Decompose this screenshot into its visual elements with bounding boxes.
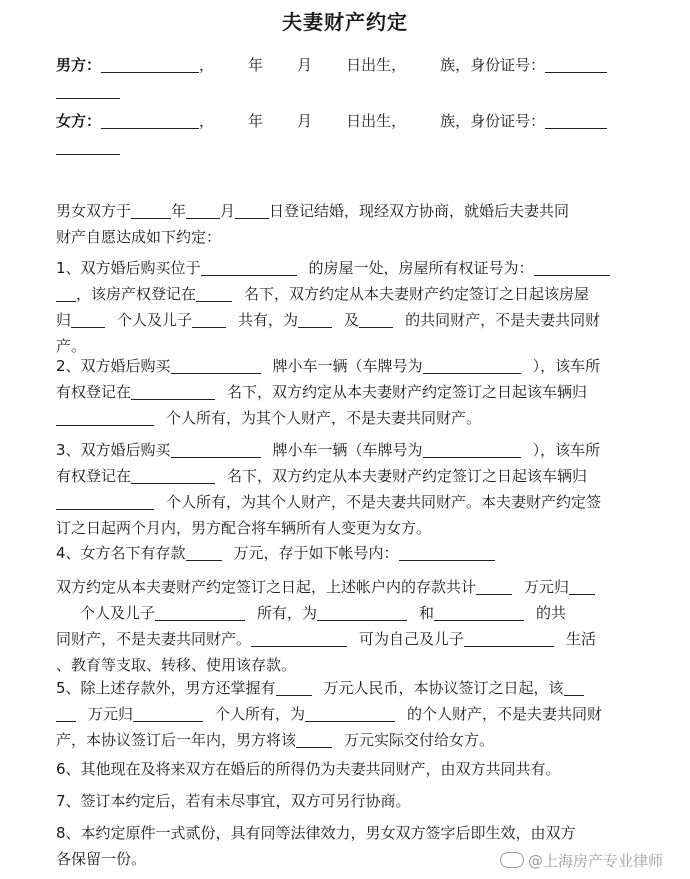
text: 1、双方婚后购买位于 — [56, 259, 201, 277]
text: 年 — [171, 202, 187, 220]
u — [476, 578, 512, 595]
text: ，该房产权登记在 — [76, 285, 197, 303]
text: 万元实际交付给女方。 — [344, 731, 495, 749]
text: 有权登记在 — [56, 383, 132, 401]
text: 万元归 — [524, 578, 570, 596]
text: 个人所有，为其个人财产，不是夫妻共同财产。 — [166, 409, 482, 427]
intro-paragraph — [56, 198, 646, 250]
text: 的个人财产，不是夫妻共同财 — [407, 705, 603, 723]
text: 万元归 — [88, 705, 134, 723]
text: 共有，为 — [238, 311, 299, 329]
u — [131, 383, 215, 400]
wife-label: 女方： — [56, 112, 102, 130]
u — [534, 259, 610, 276]
text: ），该车所 — [532, 357, 601, 375]
u — [56, 285, 76, 302]
text: 族，身份证号： — [440, 56, 546, 74]
text: 归 — [56, 311, 72, 329]
u — [131, 202, 171, 219]
u — [296, 731, 332, 748]
text: 8、本约定原件一式贰份，具有同等法律效力，男女双方签字后即生效，由双方 — [56, 824, 576, 842]
text: 名下，双方约定从本夫妻财产约定签订之日起该车辆归 — [227, 467, 588, 485]
text: 的房屋一处，房屋所有权证号为： — [308, 259, 534, 277]
text: ），该车所 — [532, 441, 601, 459]
clause-7: 7、签订本约定后，若有未尽事宜，双方可另行协商。 — [56, 792, 411, 810]
clause-4-cont — [56, 574, 646, 678]
u — [276, 679, 312, 696]
text: 男女双方于 — [56, 202, 132, 220]
text: 牌小车一辆（车牌号为 — [272, 357, 423, 375]
text: 日登记结婚，现经双方协商，就婚后夫妻共同 — [269, 202, 570, 220]
text: 、教育等支取、转移、使用该存款。 — [56, 656, 297, 674]
text: 个人所有，为 — [215, 705, 306, 723]
document-title: 夫妻财产约定 — [282, 10, 408, 34]
u — [56, 705, 76, 722]
text: @上海房产专业律师 — [528, 852, 664, 870]
weibo-logo-icon — [500, 852, 524, 868]
text: 日出生， — [346, 56, 407, 74]
u — [423, 357, 521, 374]
u — [71, 311, 105, 328]
u — [56, 493, 154, 510]
wife-id-blank — [545, 112, 607, 129]
u — [317, 604, 407, 621]
husband-name-blank — [101, 56, 199, 73]
text: 年 — [248, 112, 264, 130]
u — [423, 441, 521, 458]
husband-id-blank — [545, 56, 607, 73]
text: 年 — [248, 56, 264, 74]
text: 产，本协议签订后一年内，男方将该 — [56, 731, 297, 749]
text: 产。 — [56, 337, 87, 355]
text: 月 — [220, 202, 236, 220]
text: 5、除上述存款外，男方还掌握有 — [56, 679, 276, 697]
text: 3、双方婚后购买 — [56, 441, 171, 459]
u — [359, 311, 393, 328]
text: 的共同财产，不是夫妻共同财 — [405, 311, 601, 329]
text: 双方约定从本夫妻财产约定签订之日起，上述帐户内的存款共计 — [56, 578, 477, 596]
text: 可为自己及儿子 — [359, 630, 465, 648]
text: 牌小车一辆（车牌号为 — [272, 441, 423, 459]
u — [464, 630, 554, 647]
u — [171, 357, 261, 374]
text: 同财产，不是夫妻共同财产。 — [56, 630, 252, 648]
text: 万元，存于如下帐号内： — [233, 544, 399, 562]
text: 的共 — [536, 604, 567, 622]
u — [298, 311, 332, 328]
u — [155, 604, 245, 621]
wife-info-line — [56, 108, 646, 134]
text: ， — [199, 112, 215, 130]
u — [196, 285, 232, 302]
u — [399, 544, 495, 561]
u — [569, 578, 595, 595]
clause-3 — [56, 437, 646, 541]
husband-id-cont — [56, 78, 646, 104]
text: 4、女方名下有存款 — [56, 544, 186, 562]
text: 日出生， — [346, 112, 407, 130]
wife-id-blank-cont — [56, 138, 120, 155]
u — [251, 630, 347, 647]
clause-4 — [56, 540, 646, 566]
text: 名下，双方约定从本夫妻财产约定签订之日起该车辆归 — [227, 383, 588, 401]
u — [186, 202, 220, 219]
u — [564, 679, 584, 696]
text: 生活 — [566, 630, 597, 648]
text: 及 — [344, 311, 360, 329]
u — [133, 705, 203, 722]
text: 万元人民币，本协议签订之日起，该 — [323, 679, 564, 697]
u — [56, 409, 154, 426]
wife-id-cont — [56, 134, 646, 160]
text: 月 — [297, 56, 313, 74]
weibo-watermark — [500, 850, 663, 871]
text: 2、双方婚后购买 — [56, 357, 171, 375]
clause-6: 6、其他现在及将来双方在婚后的所得仍为夫妻共同财产，由双方共同共有。 — [56, 760, 561, 778]
u — [131, 467, 215, 484]
clause-5 — [56, 675, 646, 753]
text: ， — [199, 56, 215, 74]
text: 订之日起两个月内，男方配合将车辆所有人变更为女方。 — [56, 519, 432, 537]
u — [305, 705, 395, 722]
text: 有权登记在 — [56, 467, 132, 485]
text: 个人及儿子 — [117, 311, 193, 329]
husband-id-blank-cont — [56, 82, 120, 99]
husband-label: 男方： — [56, 56, 102, 74]
text: 各保留一份。 — [56, 850, 147, 868]
u — [192, 311, 226, 328]
u — [186, 544, 222, 561]
clause-2 — [56, 353, 646, 431]
u — [201, 259, 297, 276]
u — [171, 441, 261, 458]
u — [434, 604, 524, 621]
wife-name-blank — [101, 112, 199, 129]
text: 财产自愿达成如下约定： — [56, 228, 222, 246]
text: 和 — [419, 604, 435, 622]
husband-info-line — [56, 52, 646, 78]
text: 所有，为 — [257, 604, 318, 622]
u — [235, 202, 269, 219]
text: 名下，双方约定从本夫妻财产约定签订之日起该房屋 — [244, 285, 590, 303]
text: 个人所有，为其个人财产，不是夫妻共同财产。本夫妻财产约定签 — [166, 493, 602, 511]
text: 个人及儿子 — [80, 604, 156, 622]
clause-1 — [56, 255, 646, 359]
text: 月 — [297, 112, 313, 130]
text: 族，身份证号： — [440, 112, 546, 130]
